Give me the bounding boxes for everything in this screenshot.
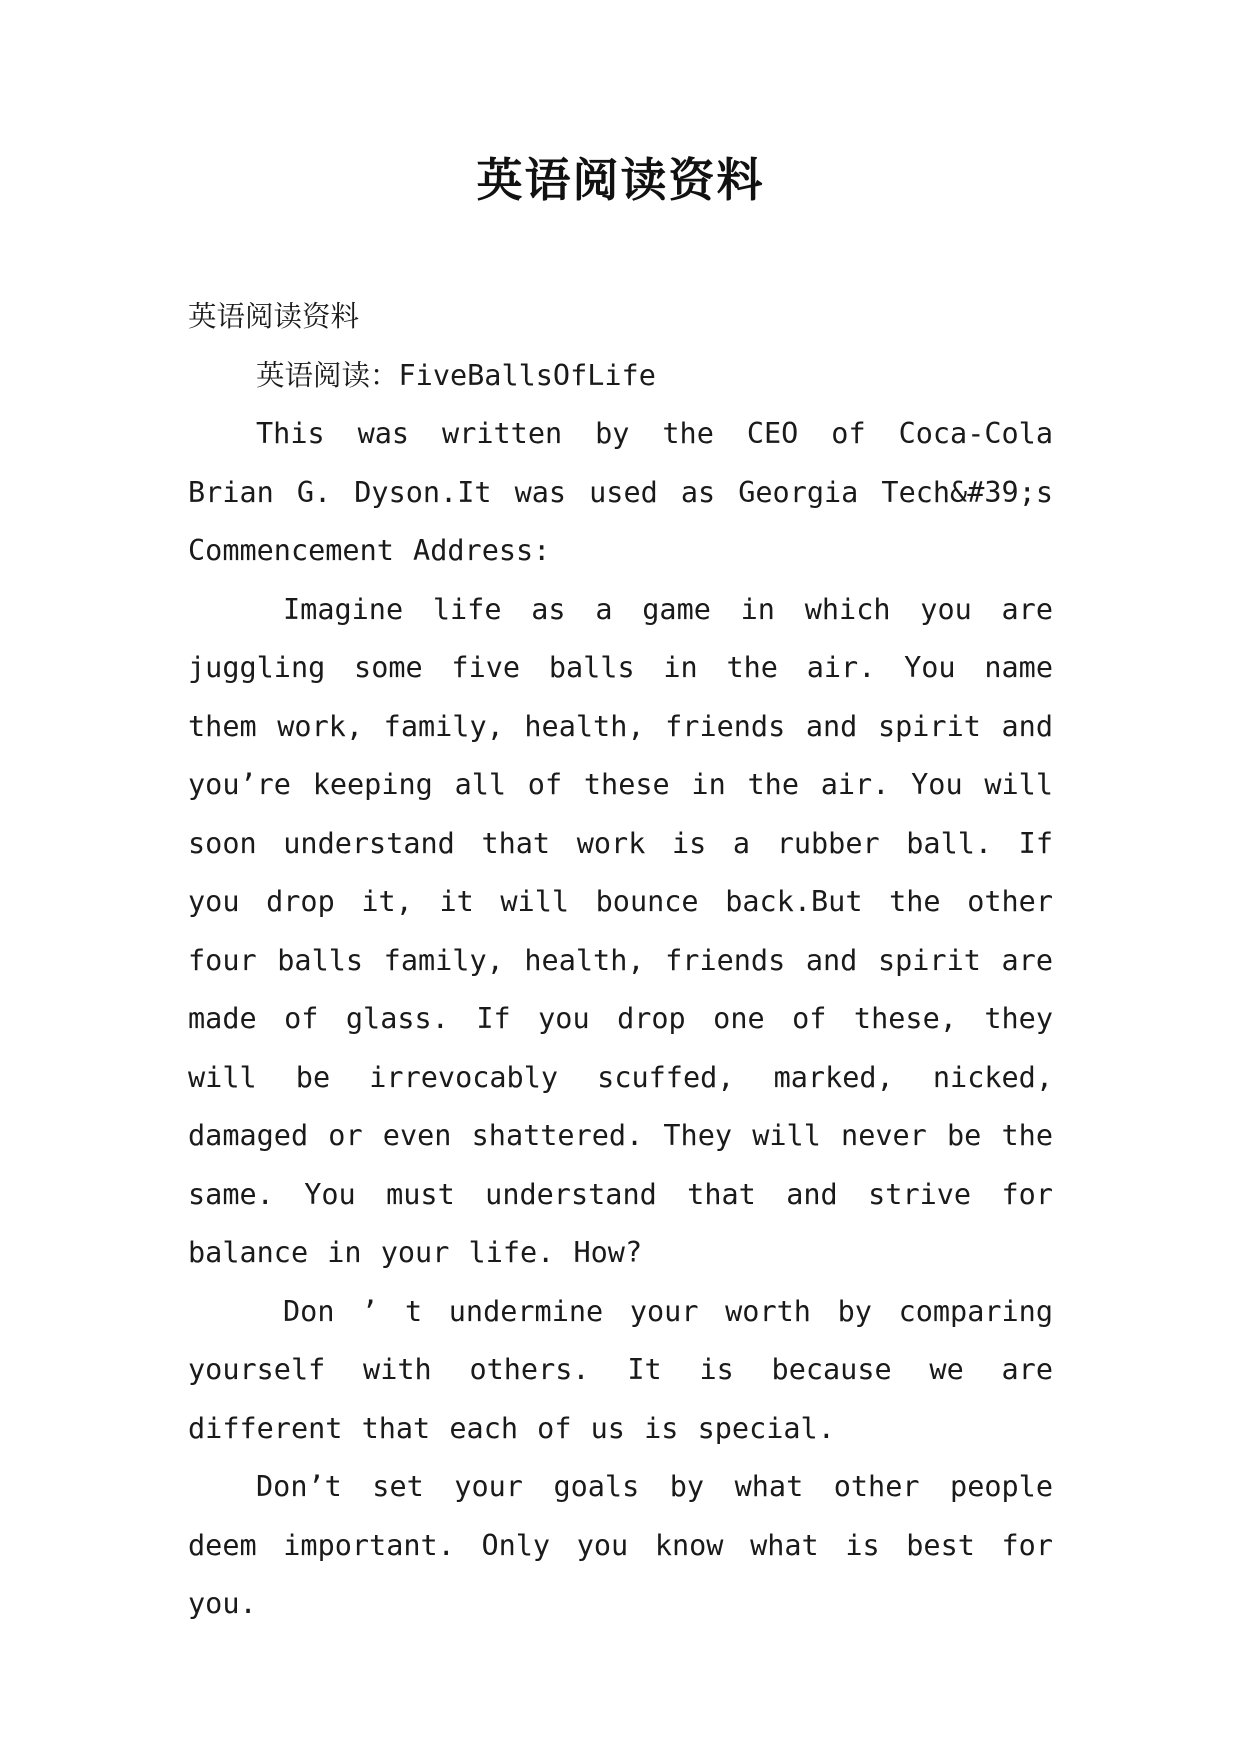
document-title: 英语阅读资料 — [476, 153, 765, 207]
paragraph-intro: This was written by the CEO of Coca-Cola Brian G. Dyson.It was used as Georgia Tech&#39;s Commencement Address: — [188, 417, 1053, 567]
paragraph-goals: Don’t set your goals by what other people deem important. Only you know what is best for you. — [188, 1470, 1053, 1620]
paragraph-five-balls: Imagine life as a game in which you are juggling some five balls in the air. You name them work, family, health, friends and spirit and you’re keeping all of these in the air. You will soon understand that work is a rubber ball. If you drop it, it will bounce back.But the other four balls family, health, friends and spirit are made of glass. If you drop one of these, they will be irrevocably scuffed, marked, nicked, damaged or even shattered. They will never be the same. You must understand that and strive for balance in your life. How? — [188, 592, 1053, 1269]
document-body — [188, 288, 1053, 1634]
paragraph-worth: Don ’ t undermine your worth by comparing yourself with others. It is because we are different that each of us is special. — [188, 1294, 1053, 1445]
article-subtitle: 英语阅读：FiveBallsOfLife — [256, 358, 656, 392]
section-heading: 英语阅读资料 — [188, 300, 360, 333]
